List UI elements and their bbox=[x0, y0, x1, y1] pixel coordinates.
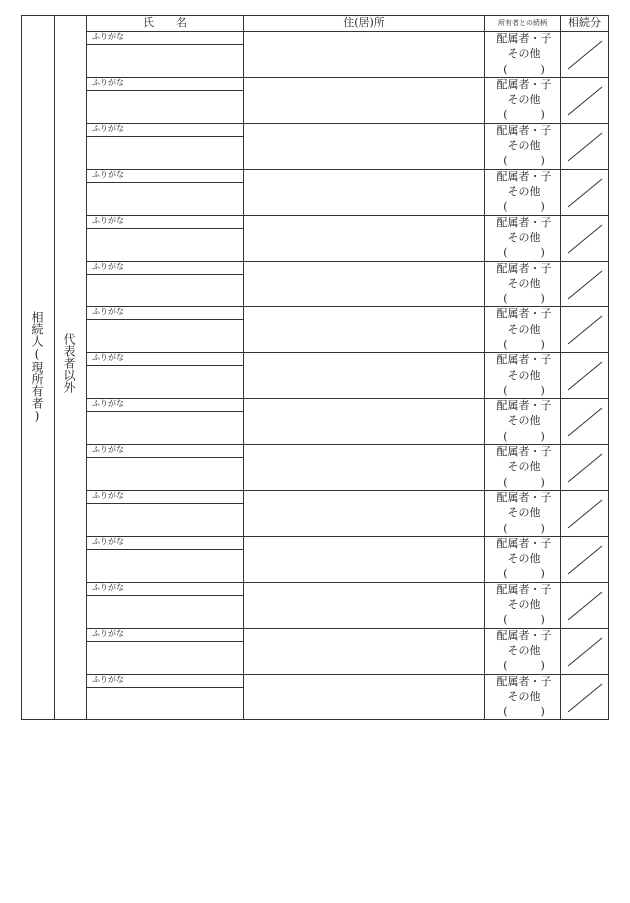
relationship-rel1: 配属者・子 bbox=[496, 307, 552, 321]
relationship-rel3: ( ) bbox=[503, 521, 545, 535]
relationship-rel1: 配属者・子 bbox=[496, 399, 552, 413]
relationship-rel2: その他 bbox=[507, 414, 541, 428]
name-field[interactable] bbox=[87, 504, 243, 535]
header-share: 相続分 bbox=[568, 16, 601, 29]
relationship-options[interactable] bbox=[486, 215, 562, 261]
heir-row bbox=[21, 536, 609, 582]
name-field[interactable] bbox=[87, 275, 243, 306]
address-field[interactable] bbox=[244, 399, 484, 443]
address-field[interactable] bbox=[244, 124, 484, 168]
relationship-options[interactable] bbox=[486, 352, 562, 398]
heir-row bbox=[21, 261, 609, 307]
relationship-rel2: その他 bbox=[507, 230, 541, 244]
share-slash bbox=[564, 496, 606, 532]
address-field[interactable] bbox=[244, 78, 484, 122]
name-field[interactable] bbox=[87, 229, 243, 260]
address-field[interactable] bbox=[244, 307, 484, 351]
relationship-rel2: その他 bbox=[507, 139, 541, 153]
relationship-options[interactable] bbox=[486, 123, 562, 169]
relationship-options[interactable] bbox=[486, 628, 562, 674]
share-slash bbox=[564, 221, 606, 257]
relationship-rel2: その他 bbox=[507, 552, 541, 566]
heir-row bbox=[21, 77, 609, 123]
name-field[interactable] bbox=[87, 91, 243, 122]
address-field[interactable] bbox=[244, 629, 484, 673]
name-field[interactable] bbox=[87, 366, 243, 397]
furigana-label: ふりがな bbox=[92, 445, 124, 455]
furigana-label: ふりがな bbox=[92, 169, 124, 179]
relationship-rel1: 配属者・子 bbox=[496, 536, 552, 550]
relationship-rel3: ( ) bbox=[503, 62, 545, 76]
share-slash bbox=[564, 542, 606, 578]
address-field[interactable] bbox=[244, 537, 484, 581]
relationship-rel1: 配属者・子 bbox=[496, 491, 552, 504]
name-field[interactable] bbox=[87, 596, 243, 627]
share-slash bbox=[564, 175, 606, 211]
relationship-options[interactable] bbox=[486, 261, 562, 307]
address-field[interactable] bbox=[244, 445, 484, 489]
heir-row bbox=[21, 582, 609, 628]
relationship-options[interactable] bbox=[486, 674, 562, 720]
share-slash bbox=[564, 267, 606, 303]
relationship-rel2: その他 bbox=[507, 598, 541, 612]
relationship-rel1: 配属者・子 bbox=[496, 215, 552, 229]
heir-row bbox=[21, 123, 609, 169]
relationship-rel1: 配属者・子 bbox=[496, 628, 552, 642]
furigana-label: ふりがな bbox=[92, 353, 124, 363]
name-field[interactable] bbox=[87, 458, 243, 489]
share-slash bbox=[564, 358, 606, 394]
header-address: 住(居)所 bbox=[343, 16, 385, 29]
share-slash bbox=[564, 680, 606, 716]
non-representative-label: 代表者以外 bbox=[62, 333, 76, 393]
relationship-rel1: 配属者・子 bbox=[496, 169, 552, 183]
heir-row bbox=[21, 628, 609, 674]
relationship-options[interactable] bbox=[486, 536, 562, 582]
share-slash bbox=[564, 450, 606, 486]
heir-row bbox=[21, 352, 609, 398]
relationship-rel3: ( ) bbox=[503, 567, 545, 581]
relationship-rel2: その他 bbox=[507, 643, 541, 657]
share-slash bbox=[564, 83, 606, 119]
relationship-rel3: ( ) bbox=[503, 200, 545, 214]
relationship-rel2: その他 bbox=[507, 322, 541, 336]
relationship-rel2: その他 bbox=[507, 184, 541, 198]
furigana-label: ふりがな bbox=[92, 123, 124, 133]
relationship-rel3: ( ) bbox=[503, 292, 545, 306]
address-field[interactable] bbox=[244, 216, 484, 260]
address-field[interactable] bbox=[244, 675, 484, 719]
name-field[interactable] bbox=[87, 412, 243, 443]
name-field[interactable] bbox=[87, 688, 243, 719]
name-field[interactable] bbox=[87, 137, 243, 168]
share-slash bbox=[564, 588, 606, 624]
furigana-label: ふりがな bbox=[92, 399, 124, 409]
furigana-label: ふりがな bbox=[92, 261, 124, 271]
relationship-rel3: ( ) bbox=[503, 154, 545, 168]
heir-row bbox=[21, 398, 609, 444]
relationship-options[interactable] bbox=[486, 582, 562, 628]
heir-row bbox=[21, 306, 609, 352]
relationship-rel3: ( ) bbox=[503, 429, 545, 443]
relationship-rel2: その他 bbox=[507, 93, 541, 107]
address-field[interactable] bbox=[244, 32, 484, 76]
relationship-rel1: 配属者・子 bbox=[496, 123, 552, 137]
relationship-rel2: その他 bbox=[507, 47, 541, 61]
furigana-label: ふりがな bbox=[92, 628, 124, 638]
header-relationship: 所有者との続柄 bbox=[498, 19, 547, 27]
relationship-rel3: ( ) bbox=[503, 705, 545, 719]
relationship-rel3: ( ) bbox=[503, 613, 545, 627]
relationship-rel3: ( ) bbox=[503, 383, 545, 397]
relationship-rel3: ( ) bbox=[503, 108, 545, 122]
address-field[interactable] bbox=[244, 262, 484, 306]
share-slash bbox=[564, 404, 606, 440]
name-field[interactable] bbox=[87, 642, 243, 673]
furigana-label: ふりがな bbox=[92, 536, 124, 546]
heirs-label: 相続人(現所有者) bbox=[30, 311, 44, 423]
relationship-rel3: ( ) bbox=[503, 337, 545, 351]
address-field[interactable] bbox=[244, 353, 484, 397]
share-slash bbox=[564, 37, 606, 73]
furigana-label: ふりがな bbox=[92, 307, 124, 317]
heir-row bbox=[21, 215, 609, 261]
heir-row bbox=[21, 169, 609, 215]
relationship-rel3: ( ) bbox=[503, 659, 545, 673]
address-field[interactable] bbox=[244, 170, 484, 214]
relationship-rel2: その他 bbox=[507, 689, 541, 703]
relationship-rel1: 配属者・子 bbox=[496, 674, 552, 688]
furigana-label: ふりがな bbox=[92, 491, 124, 500]
relationship-rel2: その他 bbox=[507, 368, 541, 382]
furigana-label: ふりがな bbox=[92, 32, 124, 41]
relationship-rel1: 配属者・子 bbox=[496, 582, 552, 596]
relationship-rel1: 配属者・子 bbox=[496, 261, 552, 275]
furigana-label: ふりがな bbox=[92, 674, 124, 684]
share-slash bbox=[564, 634, 606, 670]
relationship-rel1: 配属者・子 bbox=[496, 353, 552, 367]
relationship-options[interactable] bbox=[486, 169, 562, 215]
name-field[interactable] bbox=[87, 550, 243, 581]
relationship-rel3: ( ) bbox=[503, 246, 545, 260]
relationship-rel1: 配属者・子 bbox=[496, 32, 552, 45]
heir-row bbox=[21, 444, 609, 490]
share-slash bbox=[564, 129, 606, 165]
furigana-label: ふりがな bbox=[92, 215, 124, 225]
name-field[interactable] bbox=[87, 183, 243, 214]
relationship-rel2: その他 bbox=[507, 276, 541, 290]
name-field[interactable] bbox=[87, 45, 243, 76]
heir-row bbox=[21, 674, 609, 720]
relationship-rel2: その他 bbox=[507, 506, 541, 520]
name-field[interactable] bbox=[87, 320, 243, 351]
heir-row bbox=[21, 31, 609, 77]
relationship-options[interactable] bbox=[486, 398, 562, 444]
relationship-options[interactable] bbox=[486, 31, 562, 77]
address-field[interactable] bbox=[244, 491, 484, 535]
header-name: 氏 名 bbox=[143, 16, 187, 29]
furigana-label: ふりがな bbox=[92, 77, 124, 87]
heir-form-table bbox=[21, 15, 609, 720]
relationship-rel3: ( ) bbox=[503, 475, 545, 489]
address-field[interactable] bbox=[244, 583, 484, 627]
heir-row bbox=[21, 490, 609, 536]
relationship-options[interactable] bbox=[486, 306, 562, 352]
furigana-label: ふりがな bbox=[92, 582, 124, 592]
relationship-options[interactable] bbox=[486, 444, 562, 490]
share-slash bbox=[564, 312, 606, 348]
relationship-rel1: 配属者・子 bbox=[496, 445, 552, 459]
relationship-options[interactable] bbox=[486, 490, 562, 536]
relationship-rel2: その他 bbox=[507, 460, 541, 474]
relationship-rel1: 配属者・子 bbox=[496, 77, 552, 91]
relationship-options[interactable] bbox=[486, 77, 562, 123]
